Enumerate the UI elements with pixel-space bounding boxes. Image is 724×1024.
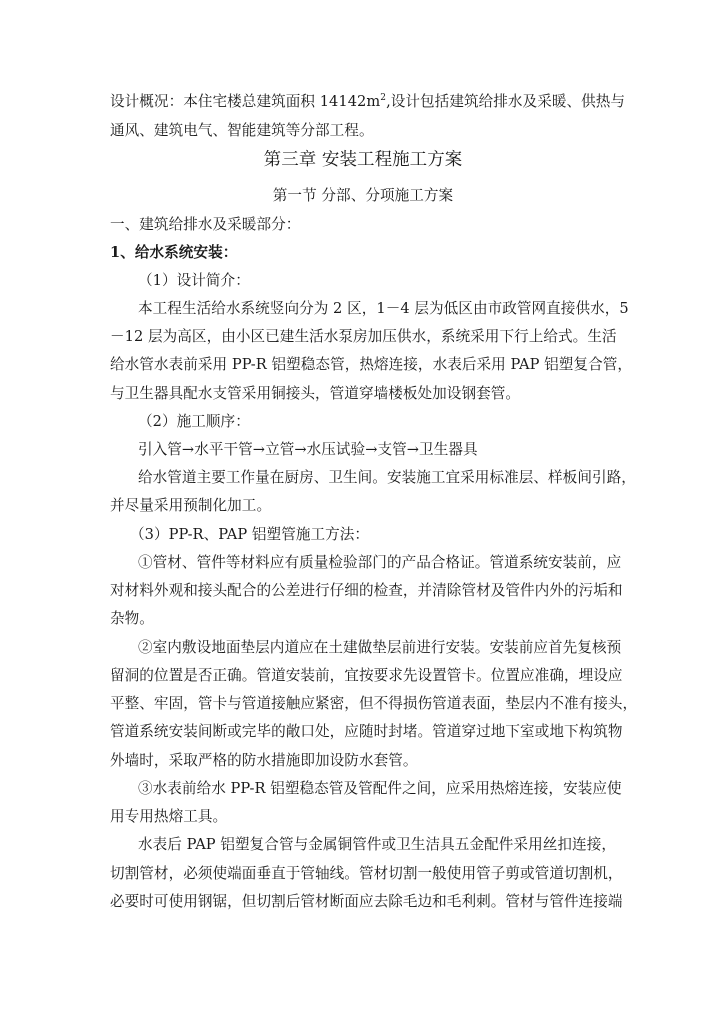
heading-1: 一、建筑给排水及采暖部分：: [110, 216, 301, 233]
intro-line-2: 通风、建筑电气、智能建筑等分部工程。: [110, 122, 374, 139]
method-1-line-2: 对材料外观和接头配合的公差进行仔细的检查，并清除管材及管件内外的污垢和: [110, 582, 623, 599]
work-intro-line-1: 给水管道主要工作量在厨房、卫生间。安装施工宜采用标准层、样板间引路，: [138, 469, 636, 486]
method-1-line-3: 杂物。: [110, 610, 154, 627]
method-1-line-1: ①管材、管件等材料应有质量检验部门的产品合格证。管道系统安装前，应: [138, 554, 622, 571]
intro-text-b: ,设计包括建筑给排水及采暖、供热与: [386, 93, 626, 110]
method-2-line-1: ②室内敷设地面垫层内道应在土建做垫层前进行安装。安装前应首先复核预: [138, 639, 622, 656]
method-4-line-1: 水表后 PAP 铝塑复合管与金属铜管件或卫生洁具五金配件采用丝扣连接，: [138, 836, 616, 853]
method-3-line-1: ③水表前给水 PP-R 铝塑稳态管及管配件之间，应采用热熔连接，安装应使: [138, 780, 622, 797]
method-4-line-3: 必要时可使用钢锯，但切割后管材断面应去除毛边和毛利刺。管材与管件连接端: [110, 893, 623, 910]
design-intro-line-1: 本工程生活给水系统竖向分为 2 区，1－4 层为低区由市政管网直接供水，5: [138, 300, 629, 317]
intro-line-1: [110, 92, 626, 112]
subheading-3: （3）PP-R、PAP 铝塑管施工方法：: [130, 526, 370, 543]
subheading-2: （2）施工顺序：: [138, 413, 250, 430]
method-2-line-4: 管道系统安装间断或完毕的敞口处，应随时封堵。管道穿过地下室或地下构筑物: [110, 723, 623, 740]
design-intro-line-2: －12 层为高区，由小区已建生活水泵房加压供水，系统采用下行上给式。生活: [110, 328, 617, 345]
method-2-line-2: 留洞的位置是否正确。管道安装前，宜按要求先设置管卡。位置应准确，埋设应: [110, 667, 623, 684]
method-2-line-5: 外墙时，采取严格的防水措施即加设防水套管。: [110, 752, 418, 769]
intro-text-a: 设计概况：本住宅楼总建筑面积 14142m: [110, 93, 381, 110]
section-title: 第一节 分部、分项施工方案: [272, 187, 454, 204]
superscript-2: 2: [380, 93, 387, 104]
chapter-title: 第三章 安装工程施工方案: [263, 150, 463, 170]
method-2-line-3: 平整、牢固，管卡与管道接触应紧密，但不得损伤管道表面，垫层内不准有接头，: [110, 695, 638, 712]
method-3-line-2: 用专用热熔工具。: [110, 808, 228, 825]
design-intro-line-4: 与卫生器具配水支管采用铜接头，管道穿墙楼板处加设钢套管。: [110, 385, 521, 402]
method-4-line-2: 切割管材，必须使端面垂直于管轴线。管材切割一般使用管子剪或管道切割机，: [110, 865, 623, 882]
design-intro-line-3: 给水管水表前采用 PP-R 铝塑稳态管，热熔连接，水表后采用 PAP 铝塑复合管，: [110, 356, 633, 373]
work-intro-line-2: 并尽量采用预制化加工。: [110, 497, 272, 514]
subheading-1: （1）设计简介：: [138, 272, 250, 289]
heading-1-1: 1、给水系统安装：: [110, 244, 238, 261]
construction-sequence: 引入管→水平干管→立管→水压试验→支管→卫生器具: [138, 441, 478, 458]
